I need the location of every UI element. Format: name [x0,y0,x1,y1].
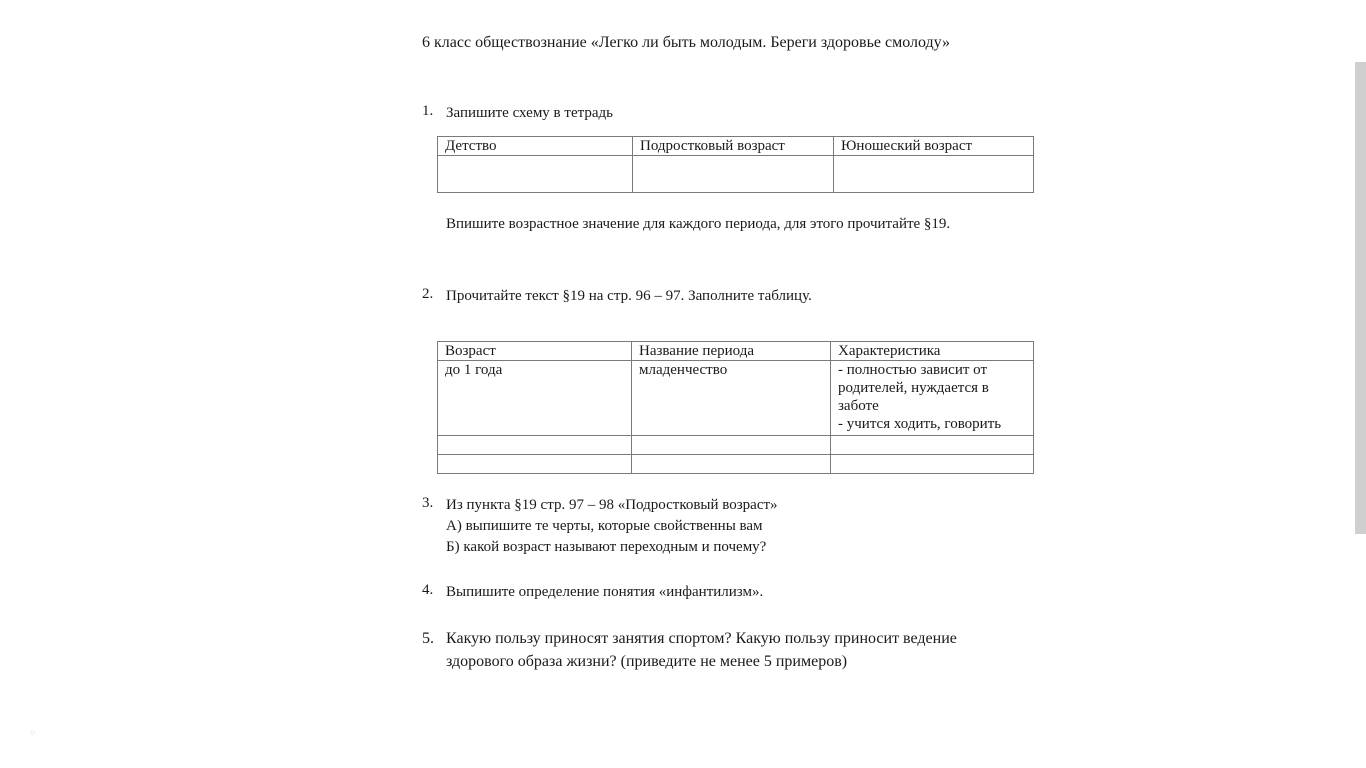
empty-cell [632,455,831,474]
characteristic-line: заботе [838,398,879,414]
table-header-row [438,342,1034,361]
task-number: 5. [422,630,434,647]
period-cell: младенчество [632,361,831,436]
task-text: Прочитайте текст §19 на стр. 96 – 97. Заполните таблицу. [446,288,812,304]
table-row [438,156,1034,193]
header-cell-adolescence: Подростковый возраст [633,137,834,156]
age-cell: до 1 года [438,361,632,436]
table-header-row [438,137,1034,156]
header-cell-age: Возраст [438,342,632,361]
empty-cell [438,156,633,193]
task-number: 1. [422,103,434,119]
age-scheme-table [437,136,1034,193]
header-cell-youth: Юношеский возраст [834,137,1034,156]
task-line: Б) какой возраст называют переходным и почему? [446,539,767,555]
task-line: А) выпишите те черты, которые свойственны вам [446,518,763,534]
empty-cell [632,436,831,455]
header-cell-childhood: Детство [438,137,633,156]
corner-mark-icon: ◌ [30,728,35,737]
table-row [438,361,1034,436]
task-line: здорового образа жизни? (приведите не менее 5 примеров) [446,653,848,670]
characteristic-line: родителей, нуждается в [838,380,989,396]
age-periods-table [437,341,1034,474]
table-row [438,455,1034,474]
task-text: Выпишите определение понятия «инфантилизм». [446,584,764,600]
empty-cell [633,156,834,193]
characteristic-line: - учится ходить, говорить [838,416,1002,432]
task-1-note: Впишите возрастное значение для каждого периода, для этого прочитайте §19. [446,216,951,232]
header-cell-period-name: Название периода [632,342,831,361]
empty-cell [831,436,1034,455]
empty-cell [831,455,1034,474]
task-line: Из пункта §19 стр. 97 – 98 «Подростковый возраст» [446,497,778,513]
page-title: 6 класс обществознание «Легко ли быть молодым. Береги здоровье смолоду» [422,34,951,51]
task-line: Какую пользу приносят занятия спортом? Какую пользу приносит ведение [446,630,957,647]
table-row [438,436,1034,455]
task-number: 3. [422,495,434,511]
characteristic-line: - полностью зависит от [838,362,988,378]
empty-cell [438,436,632,455]
task-number: 4. [422,582,434,598]
empty-cell [834,156,1034,193]
characteristic-cell [831,361,1034,436]
vertical-scrollbar[interactable] [1355,62,1366,534]
empty-cell [438,455,632,474]
header-cell-characteristic: Характеристика [831,342,1034,361]
task-number: 2. [422,286,434,302]
task-text: Запишите схему в тетрадь [446,105,613,121]
